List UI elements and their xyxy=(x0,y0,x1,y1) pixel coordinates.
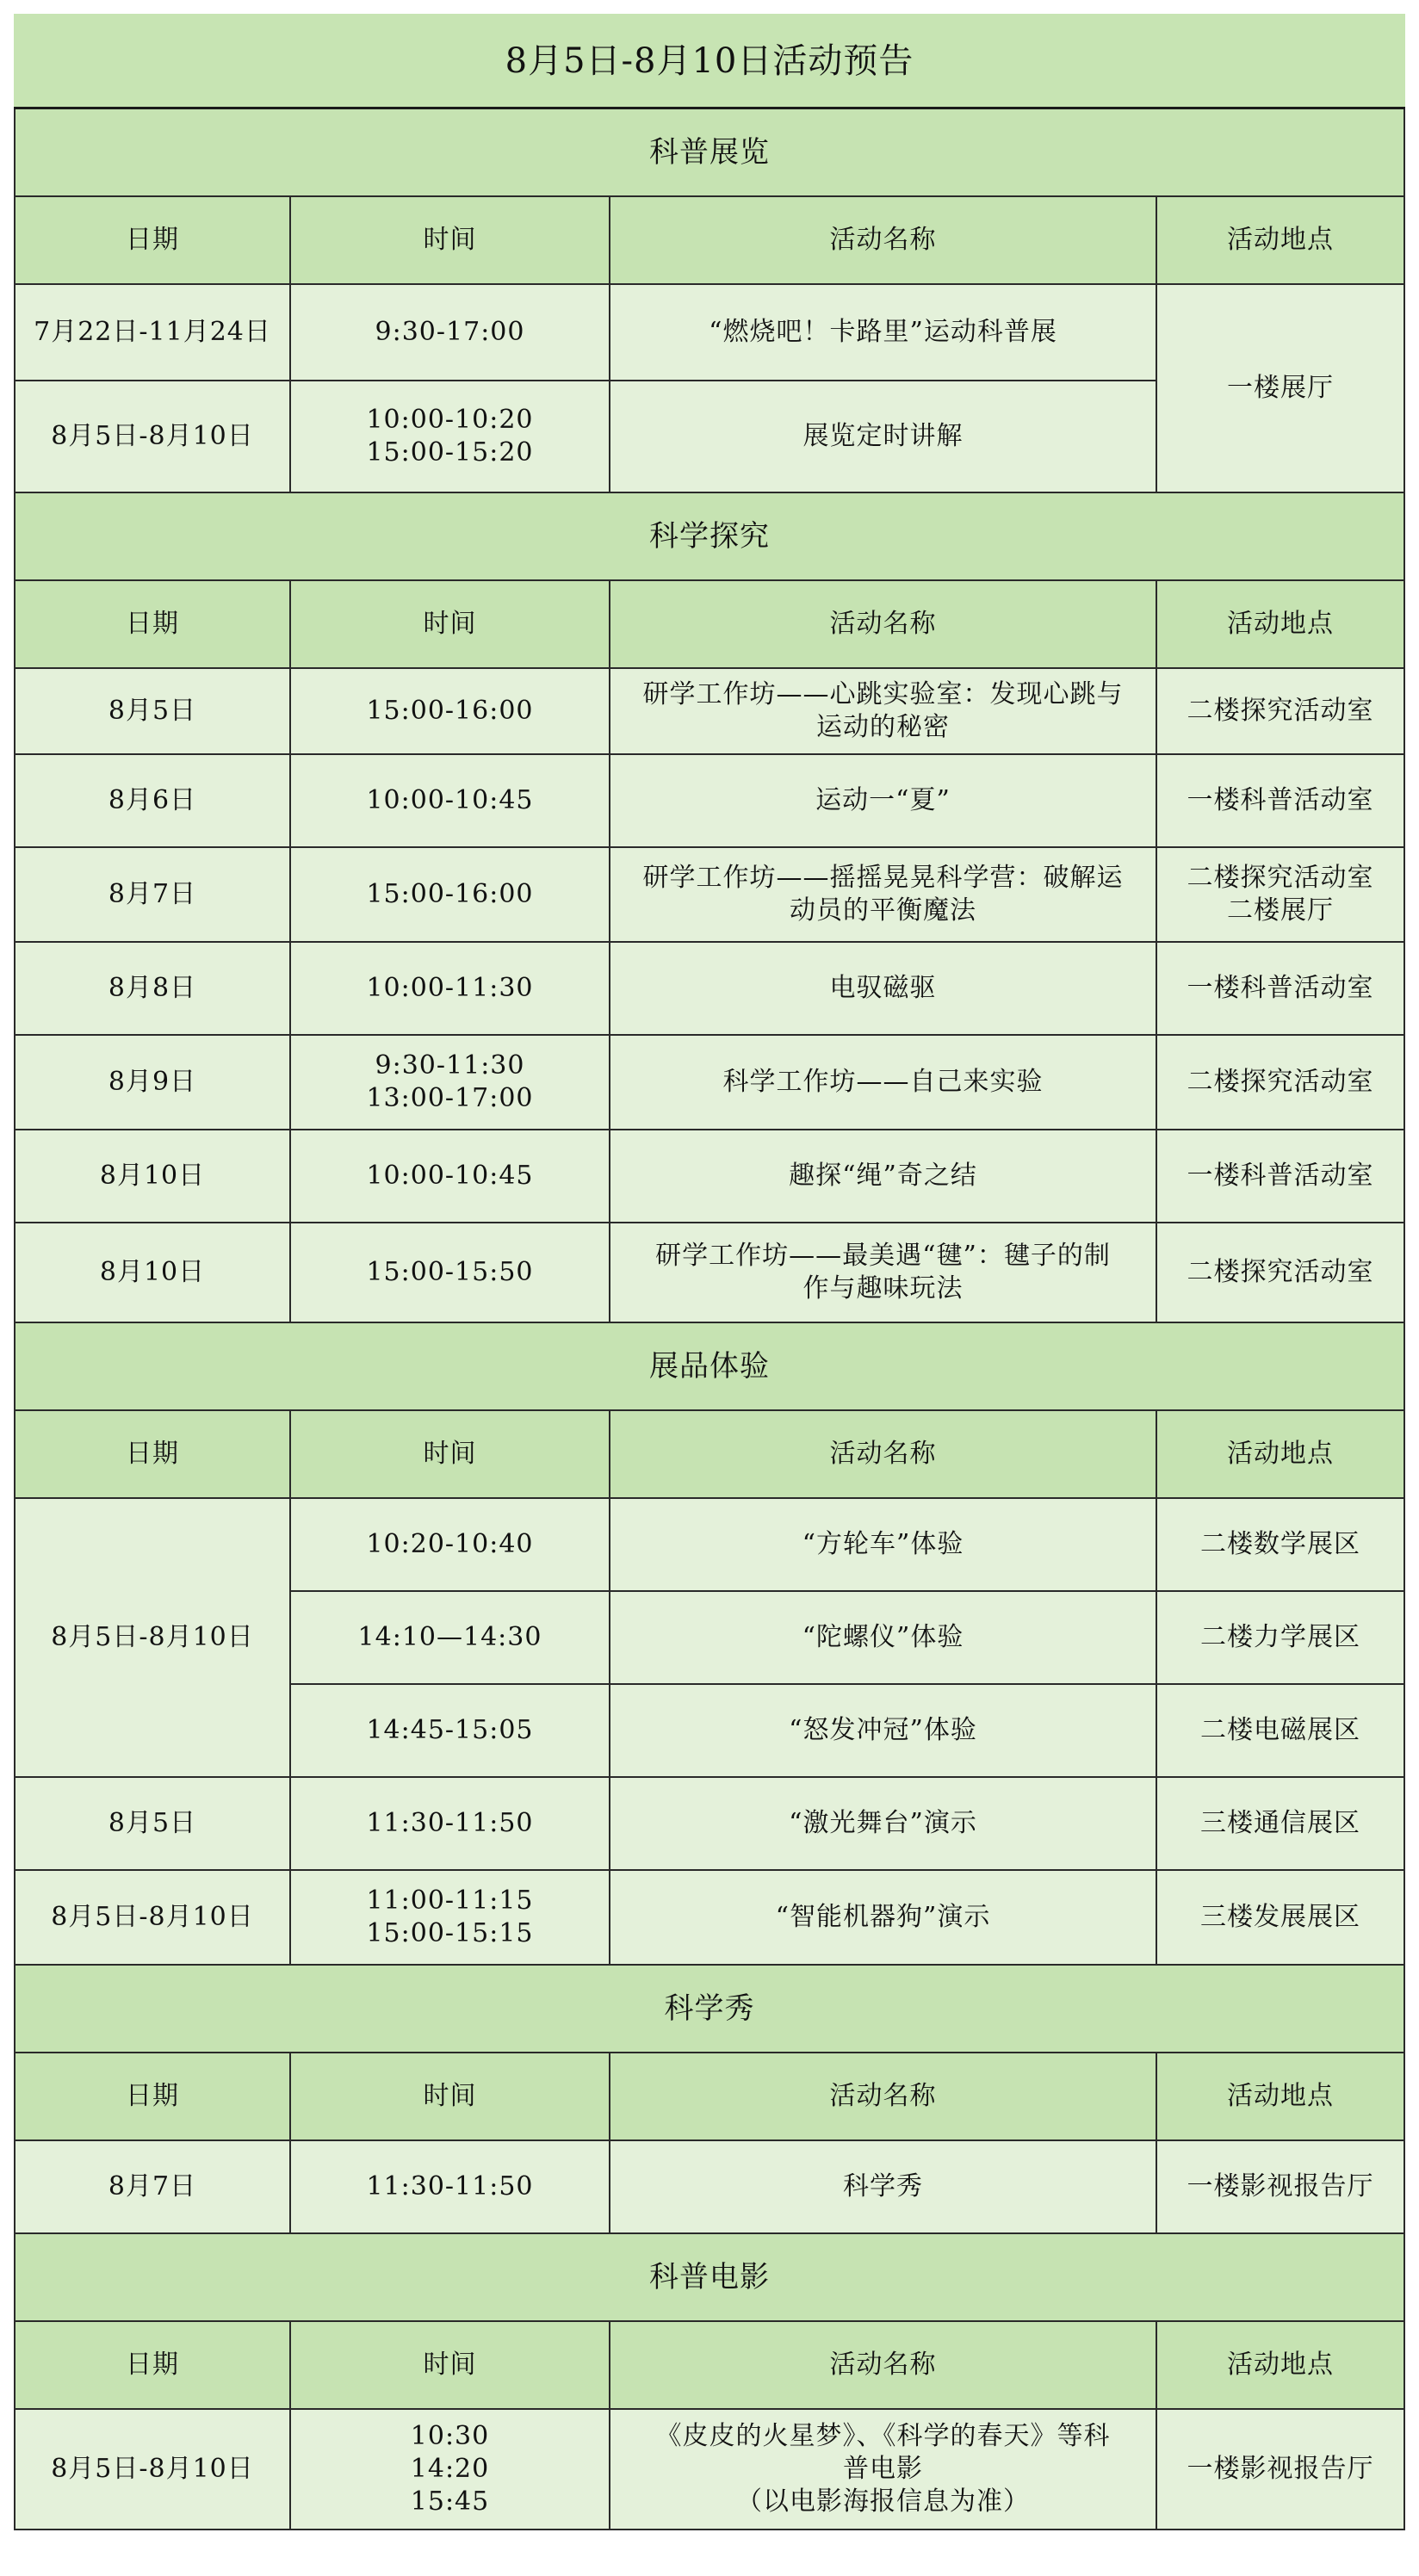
time-cell-line: 10:00-10:45 xyxy=(366,1161,534,1191)
place-cell-line: 一楼科普活动室 xyxy=(1187,785,1374,815)
header-name: 活动名称 xyxy=(610,2321,1156,2409)
activity-name-cell xyxy=(610,1591,1156,1684)
header-date: 日期 xyxy=(15,1410,290,1498)
table-row xyxy=(15,284,1404,381)
activity-name-cell-line: 作与趣味玩法 xyxy=(802,1273,964,1303)
time-cell-line: 11:00-11:15 xyxy=(366,1886,534,1916)
place-cell xyxy=(1156,1591,1404,1684)
time-cell xyxy=(290,1870,610,1965)
place-cell-line: 一楼展厅 xyxy=(1227,373,1334,403)
time-cell xyxy=(290,1035,610,1130)
time-cell xyxy=(290,847,610,942)
section-title: 展品体验 xyxy=(15,1322,1404,1410)
table-row xyxy=(15,1223,1404,1322)
place-cell xyxy=(1156,1870,1404,1965)
header-place: 活动地点 xyxy=(1156,580,1404,668)
activity-name-cell-line: “激光舞台”演示 xyxy=(789,1808,977,1838)
table-row xyxy=(15,754,1404,847)
time-cell xyxy=(290,381,610,492)
time-cell xyxy=(290,1223,610,1322)
place-cell-line: 三楼发展展区 xyxy=(1200,1902,1360,1932)
time-cell xyxy=(290,1591,610,1684)
date-cell: 8月6日 xyxy=(15,754,290,847)
header-time: 时间 xyxy=(290,580,610,668)
place-cell xyxy=(1156,1684,1404,1777)
date-cell: 8月5日-8月10日 xyxy=(15,2409,290,2530)
place-cell xyxy=(1156,1223,1404,1322)
activity-name-cell xyxy=(610,1498,1156,1591)
time-cell-line: 15:00-15:50 xyxy=(366,1257,534,1287)
activity-name-cell-line: “燃烧吧！卡路里”运动科普展 xyxy=(709,317,1057,347)
place-cell xyxy=(1156,1777,1404,1870)
activity-name-cell xyxy=(610,2140,1156,2233)
header-date: 日期 xyxy=(15,2321,290,2409)
table-row xyxy=(15,2140,1404,2233)
activity-name-cell-line: “智能机器狗”演示 xyxy=(775,1902,991,1932)
place-cell xyxy=(1156,1498,1404,1591)
time-cell xyxy=(290,668,610,754)
header-name: 活动名称 xyxy=(610,1410,1156,1498)
section-title: 科学秀 xyxy=(15,1965,1404,2053)
activity-name-cell-line: 研学工作坊——摇摇晃晃科学营：破解运 xyxy=(642,863,1124,893)
time-cell-line: 9:30-17:00 xyxy=(375,317,525,347)
activity-name-cell xyxy=(610,668,1156,754)
header-place: 活动地点 xyxy=(1156,1410,1404,1498)
time-cell xyxy=(290,2409,610,2530)
time-cell xyxy=(290,1130,610,1223)
table-row xyxy=(15,1130,1404,1223)
section-title: 科普展览 xyxy=(15,108,1404,197)
table-row xyxy=(15,942,1404,1035)
table-row xyxy=(15,1777,1404,1870)
activity-name-cell-line: “怒发冲冠”体验 xyxy=(789,1715,977,1745)
date-cell: 8月10日 xyxy=(15,1130,290,1223)
time-cell-line: 15:00-15:20 xyxy=(366,437,534,468)
date-cell: 8月5日-8月10日 xyxy=(15,1870,290,1965)
place-cell xyxy=(1156,668,1404,754)
table-row xyxy=(15,847,1404,942)
header-place: 活动地点 xyxy=(1156,2321,1404,2409)
time-cell-line: 10:20-10:40 xyxy=(366,1529,534,1559)
place-cell-line: 三楼通信展区 xyxy=(1200,1808,1360,1838)
time-cell-line: 15:00-16:00 xyxy=(366,696,534,726)
place-cell xyxy=(1156,754,1404,847)
time-cell-line: 15:45 xyxy=(410,2486,490,2517)
activity-name-cell xyxy=(610,1870,1156,1965)
activity-name-cell-line: 《皮皮的火星梦》、《科学的春天》等科 xyxy=(655,2421,1111,2451)
header-time: 时间 xyxy=(290,1410,610,1498)
table-row xyxy=(15,1035,1404,1130)
header-time: 时间 xyxy=(290,196,610,284)
header-date: 日期 xyxy=(15,580,290,668)
place-cell-line: 一楼科普活动室 xyxy=(1187,1161,1374,1191)
activity-name-cell-line: 趣探“绳”奇之结 xyxy=(789,1161,977,1191)
time-cell xyxy=(290,1498,610,1591)
table-row xyxy=(15,668,1404,754)
date-cell: 8月9日 xyxy=(15,1035,290,1130)
activity-name-cell xyxy=(610,754,1156,847)
activity-name-cell-line: 研学工作坊——心跳实验室：发现心跳与 xyxy=(642,679,1124,709)
activity-name-cell-line: 普电影 xyxy=(843,2454,923,2484)
place-cell xyxy=(1156,1035,1404,1130)
activity-name-cell xyxy=(610,1684,1156,1777)
date-cell: 8月7日 xyxy=(15,2140,290,2233)
header-place: 活动地点 xyxy=(1156,196,1404,284)
table-row xyxy=(15,1498,1404,1591)
time-cell xyxy=(290,754,610,847)
time-cell-line: 9:30-11:30 xyxy=(375,1050,525,1081)
header-name: 活动名称 xyxy=(610,196,1156,284)
header-time: 时间 xyxy=(290,2053,610,2140)
activity-name-cell xyxy=(610,847,1156,942)
place-cell-line: 一楼影视报告厅 xyxy=(1187,2454,1374,2484)
place-cell-line: 二楼数学展区 xyxy=(1200,1529,1360,1559)
date-cell: 7月22日-11月24日 xyxy=(15,284,290,381)
activity-name-cell-line: 运动一“夏” xyxy=(815,785,951,815)
activity-name-cell-line: “陀螺仪”体验 xyxy=(802,1622,964,1652)
schedule-table xyxy=(14,14,1405,2530)
time-cell-line: 14:20 xyxy=(410,2454,490,2484)
activity-name-cell xyxy=(610,1130,1156,1223)
activity-name-cell xyxy=(610,381,1156,492)
place-cell xyxy=(1156,284,1404,492)
header-date: 日期 xyxy=(15,196,290,284)
section-title: 科普电影 xyxy=(15,2233,1404,2321)
date-cell: 8月8日 xyxy=(15,942,290,1035)
activity-name-cell-line: 电驭磁驱 xyxy=(829,973,937,1003)
place-cell-line: 二楼探究活动室 xyxy=(1187,1257,1374,1287)
activity-name-cell-line: 运动的秘密 xyxy=(816,712,950,742)
place-cell-line: 二楼力学展区 xyxy=(1200,1622,1360,1652)
activity-name-cell xyxy=(610,942,1156,1035)
time-cell-line: 13:00-17:00 xyxy=(366,1083,534,1113)
time-cell-line: 11:30-11:50 xyxy=(366,2171,534,2201)
place-cell xyxy=(1156,2409,1404,2530)
header-name: 活动名称 xyxy=(610,580,1156,668)
time-cell xyxy=(290,1684,610,1777)
time-cell xyxy=(290,284,610,381)
schedule xyxy=(14,14,1404,2530)
activity-name-cell xyxy=(610,284,1156,381)
time-cell-line: 11:30-11:50 xyxy=(366,1808,534,1838)
section-title: 科学探究 xyxy=(15,492,1404,580)
time-cell-line: 10:00-10:45 xyxy=(366,785,534,815)
time-cell-line: 10:30 xyxy=(410,2421,490,2451)
date-cell: 8月7日 xyxy=(15,847,290,942)
time-cell-line: 10:00-11:30 xyxy=(366,973,534,1003)
time-cell xyxy=(290,1777,610,1870)
header-place: 活动地点 xyxy=(1156,2053,1404,2140)
time-cell xyxy=(290,2140,610,2233)
table-row xyxy=(15,1870,1404,1965)
place-cell-line: 二楼电磁展区 xyxy=(1200,1715,1360,1745)
place-cell xyxy=(1156,847,1404,942)
place-cell-line: 二楼探究活动室 xyxy=(1187,1067,1374,1097)
place-cell-line: 二楼展厅 xyxy=(1227,895,1334,926)
activity-name-cell-line: 动员的平衡魔法 xyxy=(790,895,976,926)
activity-name-cell-line: 展览定时讲解 xyxy=(802,421,964,451)
time-cell-line: 14:10—14:30 xyxy=(357,1622,542,1652)
activity-name-cell xyxy=(610,1035,1156,1130)
place-cell xyxy=(1156,942,1404,1035)
place-cell-line: 一楼科普活动室 xyxy=(1187,973,1374,1003)
place-cell-line: 二楼探究活动室 xyxy=(1187,863,1374,893)
place-cell-line: 二楼探究活动室 xyxy=(1187,696,1374,726)
date-cell: 8月5日 xyxy=(15,1777,290,1870)
activity-name-cell-line: 研学工作坊——最美遇“毽”：毽子的制 xyxy=(655,1241,1111,1271)
activity-name-cell-line: 科学工作坊——自己来实验 xyxy=(722,1067,1044,1097)
date-cell: 8月5日 xyxy=(15,668,290,754)
time-cell-line: 15:00-16:00 xyxy=(366,879,534,909)
date-cell: 8月10日 xyxy=(15,1223,290,1322)
place-cell xyxy=(1156,2140,1404,2233)
activity-name-cell xyxy=(610,2409,1156,2530)
activity-name-cell-line: “方轮车”体验 xyxy=(802,1529,964,1559)
place-cell xyxy=(1156,1130,1404,1223)
time-cell-line: 14:45-15:05 xyxy=(366,1715,534,1745)
table-row xyxy=(15,2409,1404,2530)
time-cell xyxy=(290,942,610,1035)
place-cell-line: 一楼影视报告厅 xyxy=(1187,2171,1374,2201)
time-cell-line: 15:00-15:15 xyxy=(366,1918,534,1948)
activity-name-cell-line: （以电影海报信息为准） xyxy=(736,2486,1030,2517)
page-title: 8月5日-8月10日活动预告 xyxy=(15,15,1404,108)
activity-name-cell xyxy=(610,1223,1156,1322)
date-cell: 8月5日-8月10日 xyxy=(15,381,290,492)
activity-name-cell-line: 科学秀 xyxy=(843,2171,923,2201)
time-cell-line: 10:00-10:20 xyxy=(366,405,534,435)
header-time: 时间 xyxy=(290,2321,610,2409)
header-name: 活动名称 xyxy=(610,2053,1156,2140)
activity-name-cell xyxy=(610,1777,1156,1870)
date-cell: 8月5日-8月10日 xyxy=(15,1498,290,1777)
header-date: 日期 xyxy=(15,2053,290,2140)
